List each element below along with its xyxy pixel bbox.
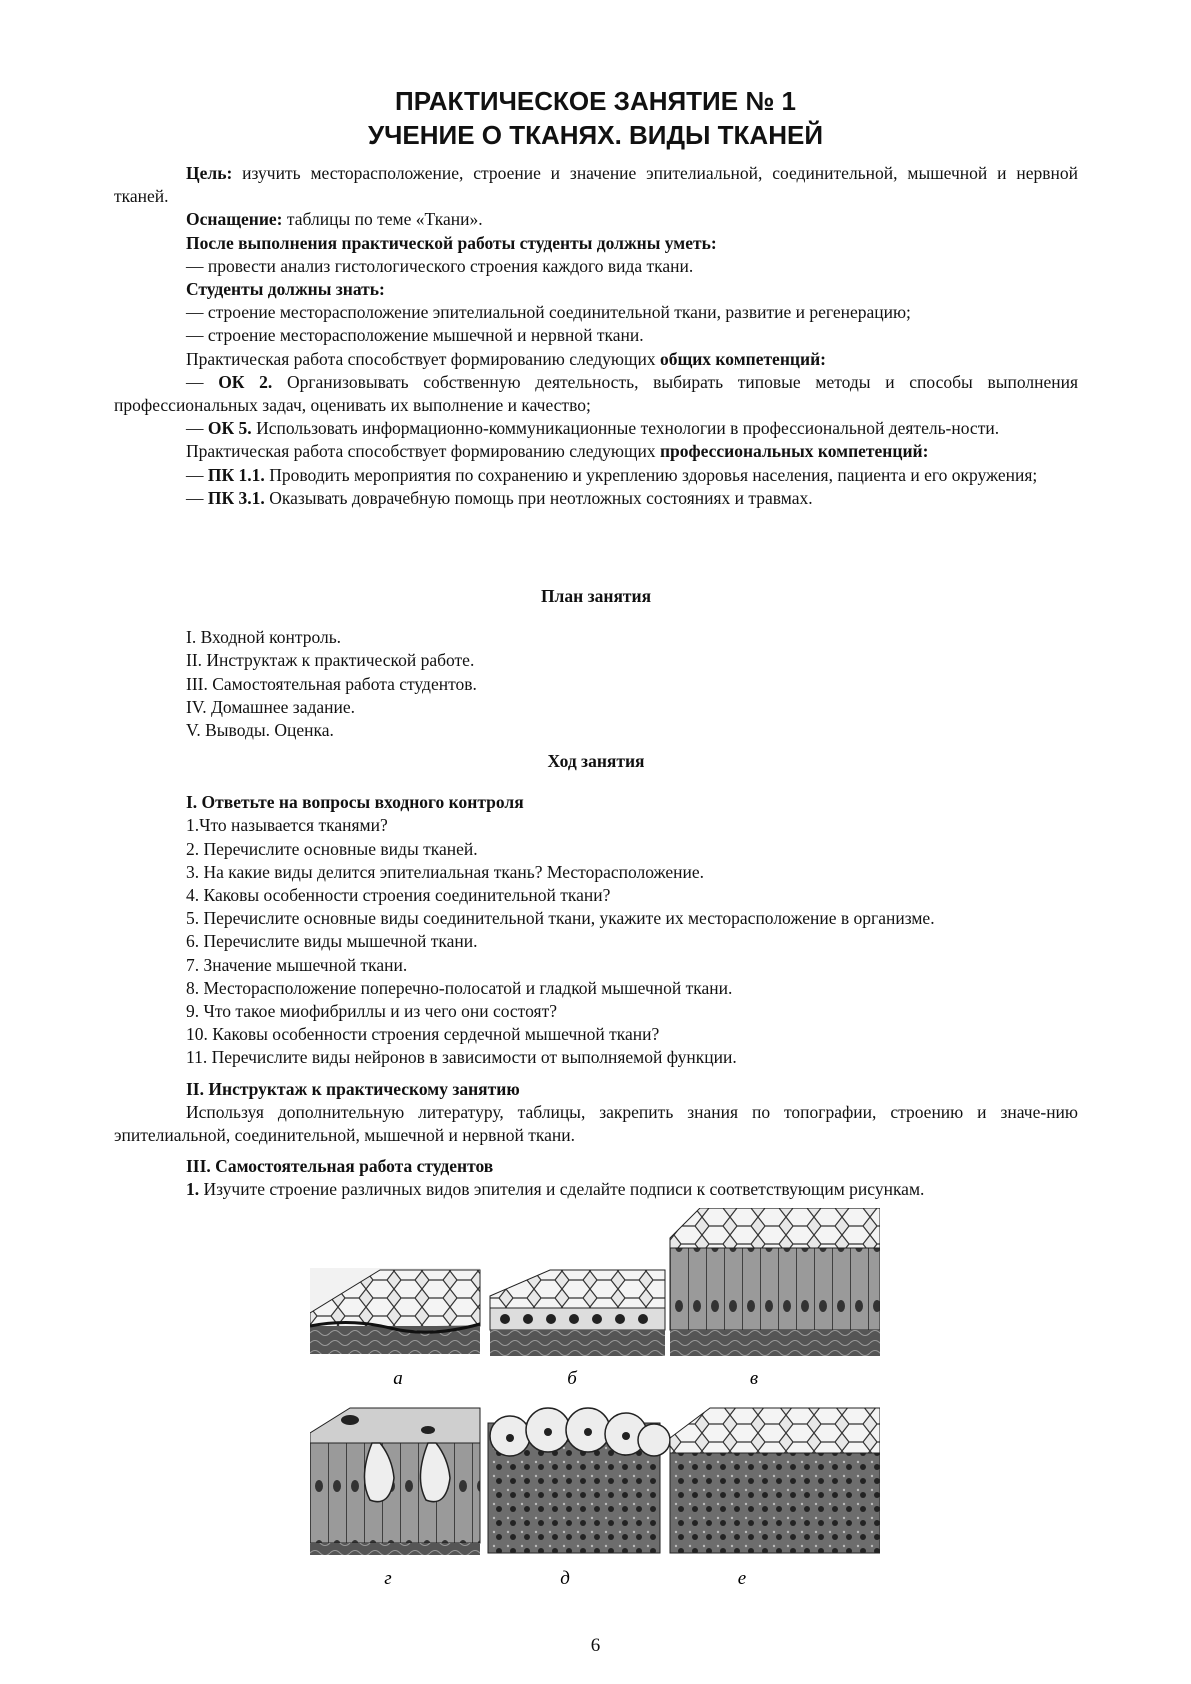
caption-c: в — [749, 1368, 759, 1389]
equipment-label: Оснащение: — [186, 209, 283, 230]
question-item: 5. Перечислите основные виды соединительной ткани, укажите их месторасположение в организме. — [186, 908, 935, 929]
plan-item: III. Самостоятельная работа студентов. — [186, 673, 477, 694]
question-item: 1.Что называется тканями? — [186, 815, 388, 836]
task-1-text: Изучите строение различных видов эпителия и сделайте подписи к соответствующим рисункам. — [199, 1179, 925, 1200]
ok2-dash: — — [186, 371, 219, 392]
equipment-text: таблицы по теме «Ткани». — [282, 209, 483, 230]
knowledge-heading: Студенты должны знать: — [186, 279, 385, 300]
equipment-paragraph — [114, 208, 1078, 231]
ok2-text: Организовывать собственную деятельность, выбирать типовые методы и способы выполнения профессиональных задач, оценивать их выполнение и качество; — [114, 371, 1078, 416]
goal-text: изучить месторасположение, строение и значение эпителиальной, соединительной, мышечной и нервной тканей. — [114, 163, 1078, 207]
plan-block — [114, 585, 1078, 742]
caption-a: а — [393, 1368, 403, 1389]
ok2-paragraph — [114, 371, 1078, 417]
section-2-text: Используя дополнительную литературу, таблицы, закрепить знания по топографии, строению и значе-нию эпителиальной, соединительной, мышечной и нервной ткани. — [114, 1101, 1078, 1146]
question-item: 2. Перечислите основные виды тканей. — [186, 838, 478, 859]
pk31-label: ПК 3.1. — [207, 487, 265, 508]
question-item: 11. Перечислите виды нейронов в зависимости от выполняемой функции. — [186, 1047, 737, 1068]
epithelium-drawing-b — [490, 1270, 665, 1356]
goal-paragraph — [114, 162, 1078, 208]
epithelium-figure — [310, 1208, 880, 1588]
epithelium-drawing-c — [670, 1208, 880, 1356]
page-number: 6 — [590, 1635, 601, 1656]
ok2-label: ОК 2. — [218, 371, 273, 392]
professional-competencies-text: Практическая работа способствует формированию следующих — [186, 441, 660, 462]
task-1 — [114, 1178, 1078, 1201]
pk11-text: Проводить мероприятия по сохранению и укреплению здоровья населения, пациента и его окружения; — [264, 464, 1038, 485]
plan-item: II. Инструктаж к практической работе. — [186, 650, 475, 671]
caption-f: е — [737, 1568, 747, 1588]
professional-competencies-lead — [114, 440, 1078, 463]
question-item: 9. Что такое миофибриллы и из чего они состоят? — [186, 1001, 557, 1022]
question-item: 7. Значение мышечной ткани. — [186, 954, 408, 975]
ok5-paragraph — [114, 417, 1078, 440]
question-item: 10. Каковы особенности строения сердечной мышечной ткани? — [186, 1024, 660, 1045]
pk31-text: Оказывать доврачебную помощь при неотложных состояниях и травмах. — [264, 487, 813, 508]
course-block — [114, 750, 1078, 1202]
professional-competencies-bold: профессиональных компетенций: — [659, 441, 929, 462]
pk31-dash: — — [186, 487, 208, 508]
question-item: 8. Месторасположение поперечно-полосатой и гладкой мышечной ткани. — [186, 977, 733, 998]
general-competencies-bold: общих компетенций: — [659, 348, 826, 369]
caption-b: б — [567, 1368, 577, 1389]
task-1-label: 1. — [186, 1179, 200, 1200]
skills-item: — провести анализ гистологического строения каждого вида ткани. — [186, 255, 694, 276]
knowledge-item-2: — строение месторасположение мышечной и нервной ткани. — [186, 325, 644, 346]
epithelium-drawing-a — [310, 1268, 480, 1354]
question-item: 3. На какие виды делится эпителиальная ткань? Месторасположение. — [186, 861, 705, 882]
section-2-heading: II. Инструктаж к практическому занятию — [186, 1078, 520, 1099]
question-item: 4. Каковы особенности строения соединительной ткани? — [186, 885, 611, 906]
general-competencies-lead — [114, 348, 1078, 371]
epithelium-drawing-d — [310, 1408, 480, 1555]
goal-label: Цель: — [186, 163, 233, 183]
section-3-heading: III. Самостоятельная работа студентов — [186, 1156, 494, 1177]
questions-list — [114, 814, 1078, 1069]
caption-e: д — [560, 1568, 570, 1588]
pk11-dash: — — [186, 464, 208, 485]
epithelium-drawing-f — [670, 1408, 880, 1553]
general-competencies-text: Практическая работа способствует формированию следующих — [186, 348, 660, 369]
title-line-2: УЧЕНИЕ О ТКАНЯХ. ВИДЫ ТКАНЕЙ — [367, 120, 824, 150]
pk11-label: ПК 1.1. — [207, 464, 265, 485]
caption-d: г — [384, 1568, 392, 1588]
course-heading: Ход занятия — [547, 751, 645, 771]
intro-block — [114, 162, 1078, 510]
skills-heading: После выполнения практической работы студенты должны уметь: — [186, 232, 717, 253]
plan-item: V. Выводы. Оценка. — [186, 720, 334, 741]
ok5-dash: — — [186, 418, 208, 439]
title-line-1: ПРАКТИЧЕСКОЕ ЗАНЯТИЕ № 1 — [395, 86, 796, 116]
knowledge-item-1: — строение месторасположение эпителиальной соединительной ткани, развитие и регенерацию; — [186, 302, 911, 323]
question-item: 6. Перечислите виды мышечной ткани. — [186, 931, 478, 952]
plan-heading: План занятия — [540, 586, 652, 606]
section-1-heading: I. Ответьте на вопросы входного контроля — [186, 792, 524, 813]
plan-item: IV. Домашнее задание. — [186, 696, 356, 717]
ok5-text: Использовать информационно-коммуникационные технологии в профессиональной деятель-ности. — [251, 418, 1000, 439]
plan-item: I. Входной контроль. — [186, 627, 342, 648]
ok5-label: ОК 5. — [207, 418, 252, 439]
page-title — [0, 84, 1191, 152]
pk11-paragraph — [114, 464, 1078, 487]
epithelium-drawing-e — [488, 1408, 670, 1553]
pk31-paragraph — [114, 487, 1078, 510]
